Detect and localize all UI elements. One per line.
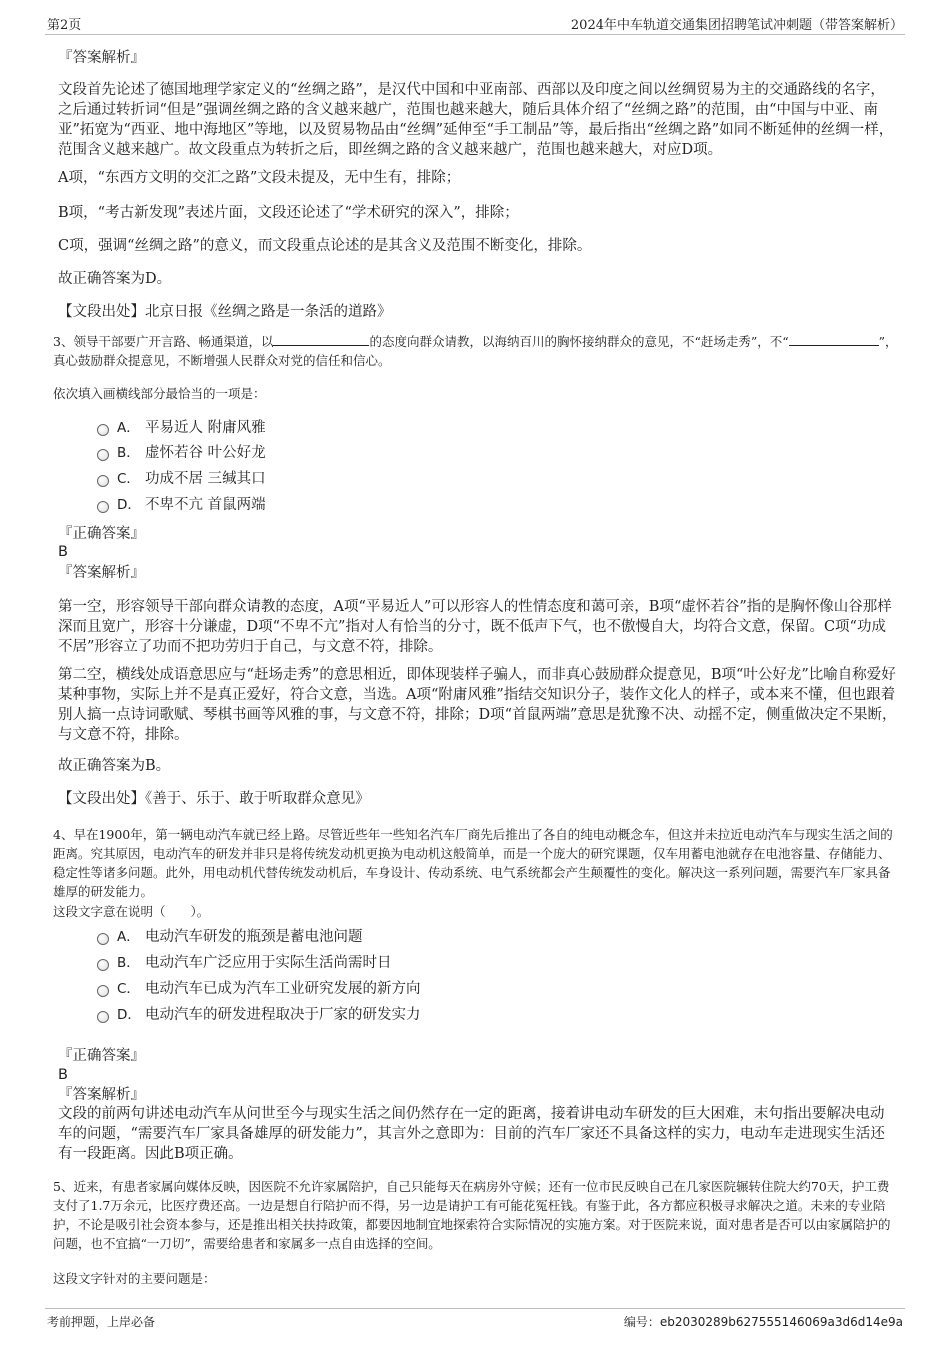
q3-analysis-2: 第二空，横线处成语意思应与“赶场走秀”的意思相近，即体现装样子骗人，而非真心鼓励群众提意见，B项“叶公好龙”比喻自称爱好某种事物，实际上并不是真正爱好，符合文意，当选。A项“附庸风雅”指结交知识分子，装作文化人的样子，或本来不懂，但也跟着别人搞一点诗词歌赋、琴棋书画等风雅的事，与文意不符，排除；D项“首鼠两端”意思是犹豫不决、动摇不定，侧重做决定不果断，与文意不符，排除。 [58,667,897,743]
q4-analysis: 文段的前两句讲述电动汽车从问世至今与现实生活之间仍然存在一定的距离，接着讲电动车研发的巨大困难，末句指出要解决电动车的问题，“需要汽车厂家具备雄厚的研发能力”，其言外之意即为：目前的汽车厂家还不具备这样的实力，电动车走进现实生活还有一段距离。因此B项正确。 [58,1106,885,1162]
q4-option-c[interactable] [97,979,421,999]
q5-stem: 5、近来，有患者家属向媒体反映，因医院不允许家属陪护，自己只能每天在病房外守候；还有一位市民反映自己在几家医院辗转住院大约70天，护工费支付了1.7万余元，比医疗费还高。一边是想自行陪护而不得，另一边是请护工有可能花冤枉钱。有鉴于此，各方都应积极寻求解决之道。未来的专业陪护，不论是吸引社会资本参与，还是推出相关扶持政策，都要因地制宜地探索符合实际情况的实施方案。对于医院来说，面对患者是否可以由家属陪护的问题，也不宜搞“一刀切”，需要给患者和家属多一点自由选择的空间。 [53,1179,891,1251]
q4-answer-heading: 『正确答案』 [58,1048,145,1064]
q3-conclusion: 故正确答案为B。 [58,758,171,774]
q4-option-b[interactable] [97,953,392,973]
page-number: 第2页 [47,18,82,33]
option-letter: D． [117,1007,141,1023]
option-letter: A． [117,929,140,945]
option-text: 虚怀若谷 叶公好龙 [145,445,266,461]
q2-analysis-heading: 『答案解析』 [58,50,145,66]
option-letter: B． [117,955,140,971]
q3-answer-heading: 『正确答案』 [58,526,145,542]
q3-blank-1 [273,333,369,346]
option-text: 不卑不亢 首鼠两端 [145,497,266,513]
option-text: 电动汽车研发的瓶颈是蓄电池问题 [145,929,363,945]
radio-icon[interactable] [97,959,109,971]
option-letter: C． [117,471,140,487]
q3-analysis-1: 第一空，形容领导干部向群众请教的态度，A项“平易近人”可以形容人的性情态度和蔼可亲，B项“虚怀若谷”指的是胸怀像山谷那样深而且宽广，形容十分谦虚，D项“不卑不亢”指对人有恰当的分寸，既不低声下气，也不傲慢自大，均符合文意，保留。C项“功成不居”形容立了功而不把功劳归于自己，与文意不符，排除。 [58,599,892,655]
q3-prompt: 依次填入画横线部分最恰当的一项是： [53,386,266,401]
q2-conclusion: 故正确答案为D。 [58,271,172,287]
q3-option-c[interactable] [97,469,266,489]
option-text: 电动汽车已成为汽车工业研究发展的新方向 [145,981,421,997]
q2-option-b-analysis: B项，“考古新发现”表述片面，文段还论述了“学术研究的深入”，排除； [58,205,519,221]
radio-icon[interactable] [97,985,109,997]
q4-prompt: 这段文字意在说明（ ）。 [53,904,210,919]
q3-analysis-heading: 『答案解析』 [58,565,145,581]
q3-source: 【文段出处】《善于、乐于、敢于听取群众意见》 [58,791,370,807]
option-letter: A． [117,420,140,436]
q3-option-d[interactable] [97,495,266,515]
q3-blank-2 [789,333,879,346]
q4-analysis-heading: 『答案解析』 [58,1087,145,1103]
option-letter: D． [117,497,141,513]
page-footer [45,1308,905,1329]
footer-slogan: 考前押题，上岸必备 [47,1315,156,1329]
q4-stem: 4、早在1900年，第一辆电动汽车就已经上路。尽管近些年一些知名汽车厂商先后推出了各自的纯电动概念车，但这并未拉近电动汽车与现实生活之间的距离。究其原因，电动汽车的研发并非只是将传统发动机更换为电动机这般简单，而是一个庞大的研究课题，仅车用蓄电池就存在电池容量、存储能力、稳定性等诸多问题。此外，用电动机代替传统发动机后，车身设计、传动系统、电气系统都会产生颠覆性的变化。解决这一系列问题，需要汽车厂家具备雄厚的研发能力。 [53,827,893,899]
radio-icon[interactable] [97,475,109,487]
q3-answer: B [58,544,68,560]
option-letter: C． [117,981,140,997]
q3-stem [53,332,898,370]
option-letter: B． [117,445,140,461]
option-text: 电动汽车广泛应用于实际生活尚需时日 [145,955,392,971]
q3-stem-part-3: ”，真心鼓励群众提意见，不断增强人民群众对党的信任和信心。 [53,334,898,368]
radio-icon[interactable] [97,424,109,436]
document-id: 编号：eb2030289b627555146069a3d6d14e9a [623,1315,903,1329]
q2-analysis: 文段首先论述了德国地理学家定义的“丝绸之路”，是汉代中国和中亚南部、西部以及印度之间以丝绸贸易为主的交通路线的名字，之后通过转折词“但是”强调丝绸之路的含义越来越广，范围也越来越大，随后具体介绍了“丝绸之路”的范围，由“中国与中亚、南亚”拓宽为“西亚、地中海地区”等地，以及贸易物品由“丝绸”延伸至“手工制品”等，最后指出“丝绸之路”如同不断延伸的丝绸一样，范围含义越来越广。故文段重点为转折之后，即丝绸之路的含义越来越广，范围也越来越大，对应D项。 [58,82,894,158]
radio-icon[interactable] [97,933,109,945]
q5-prompt: 这段文字针对的主要问题是： [53,1271,216,1286]
q3-stem-part-2: 的态度向群众请教，以海纳百川的胸怀接纳群众的意见，不“赶场走秀”，不“ [369,334,789,349]
q2-option-c-analysis: C项，强调“丝绸之路”的意义，而文段重点论述的是其含义及范围不断变化，排除。 [58,238,592,254]
q4-answer: B [58,1067,68,1083]
option-text: 功成不居 三缄其口 [145,471,266,487]
document-title: 2024年中车轨道交通集团招聘笔试冲刺题（带答案解析） [570,18,903,33]
option-text: 平易近人 附庸风雅 [145,420,266,436]
q2-source: 【文段出处】北京日报《丝绸之路是一条活的道路》 [58,304,392,320]
q4-option-a[interactable] [97,927,363,947]
page-header [45,12,905,35]
radio-icon[interactable] [97,501,109,513]
radio-icon[interactable] [97,449,109,461]
option-text: 电动汽车的研发进程取决于厂家的研发实力 [145,1007,421,1023]
q3-option-b[interactable] [97,443,266,463]
q2-option-a-analysis: A项，“东西方文明的交汇之路”文段未提及，无中生有，排除； [58,170,461,186]
q3-stem-part-1: 3、领导干部要广开言路、畅通渠道，以 [53,334,274,349]
q3-option-a[interactable] [97,418,266,438]
q4-option-d[interactable] [97,1005,421,1025]
radio-icon[interactable] [97,1011,109,1023]
